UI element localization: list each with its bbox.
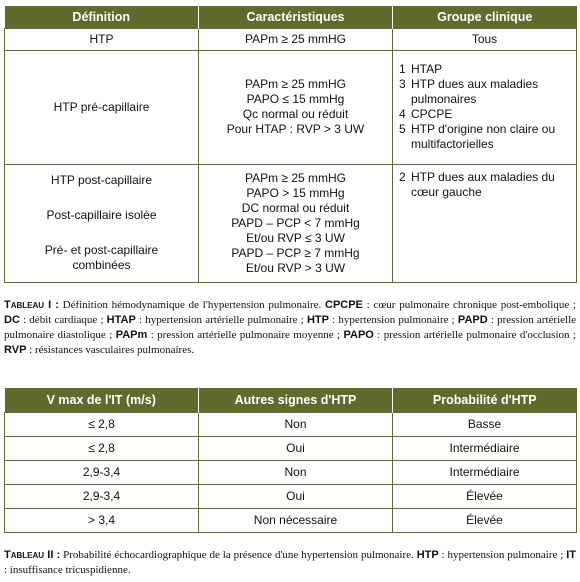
table-row [5,412,577,436]
cell-characteristics: PAPm ≥ 25 mmHG PAPO > 15 mmHg DC normal ou réduit PAPD – PCP < 7 mmHg Et/ou RVP ≤ 3 UW PAPD – PCP ≥ 7 mmHg Et/ou RVP > 3 UW [199,164,393,282]
cell-group: Tous [393,28,577,50]
table-row [5,460,577,484]
header-characteristics: Caractéristiques [199,6,393,28]
header-clinical-group: Groupe clinique [393,6,577,28]
cell-vmax: 2,9-3,4 [5,484,199,508]
cell-characteristics: PAPm ≥ 25 mmHG [199,28,393,50]
cell-probability: Intermédiaire [393,460,577,484]
cell-definition: HTP [5,28,199,50]
cell-other-signs: Oui [199,436,393,460]
cell-vmax: > 3,4 [5,508,199,532]
table-echo-probability [4,388,577,533]
list-item: 2 HTP dues aux maladies du cœur gauche [399,169,555,199]
cell-definition: HTP post-capillaire Post-capillaire isolée Pré- et post-capillaire combinées [5,164,199,282]
list-item: 4 CPCPE [399,107,453,121]
list-item: 3 HTP dues aux maladies pulmonaires [399,77,539,106]
caption-table-1: Tableau I : Définition hémodynamique de l'hypertension pulmonaire. CPCPE : cœur pulmonaire chronique post-embolique ; DC : débit cardiaque ; HTAP : hypertension artérielle pulmonaire ; HTP : hypertension pulmonaire ; PAPD : pression artérielle pulmonaire diastolique ; PAPm : pression artérielle pulmonaire moyenne ; PAPO : pression artérielle pulmonaire d'occlusion ; RVP : résistances vasculaires pulmonaires. [4,299,577,356]
table-row [5,50,577,164]
header-definition: Définition [5,6,199,28]
header-vmax: V max de l'IT (m/s) [5,388,199,412]
cell-probability: Intermédiaire [393,436,577,460]
group-list [399,170,576,200]
header-probability: Probabilité d'HTP [393,388,577,412]
group-list [399,62,576,152]
list-item: 1 HTAP [399,62,443,76]
caption-table-2: Tableau II : Probabilité échocardiographique de la présence d'une hypertension pulmonaire. HTP : hypertension pulmonaire ; IT : insuffisance tricuspidienne. [4,549,576,576]
table-hemodynamic-definition [4,6,577,283]
list-item: 5 HTP d'origine non claire ou multifactorielles [399,122,556,151]
cell-probability: Élevée [393,484,577,508]
cell-probability: Basse [393,412,577,436]
cell-vmax: 2,9-3,4 [5,460,199,484]
cell-other-signs: Non [199,412,393,436]
cell-definition: HTP pré-capillaire [5,50,199,164]
cell-other-signs: Non nécessaire [199,508,393,532]
cell-other-signs: Non [199,460,393,484]
table-row [5,484,577,508]
cell-group [393,164,577,282]
table-row [5,508,577,532]
cell-group [393,50,577,164]
cell-characteristics: PAPm ≥ 25 mmHG PAPO ≤ 15 mmHg Qc normal ou réduit Pour HTAP : RVP > 3 UW [199,50,393,164]
cell-probability: Élevée [393,508,577,532]
table-row [5,436,577,460]
cell-other-signs: Oui [199,484,393,508]
cell-vmax: ≤ 2,8 [5,412,199,436]
header-other-signs: Autres signes d'HTP [199,388,393,412]
cell-vmax: ≤ 2,8 [5,436,199,460]
table-row [5,28,577,50]
table-row [5,164,577,282]
